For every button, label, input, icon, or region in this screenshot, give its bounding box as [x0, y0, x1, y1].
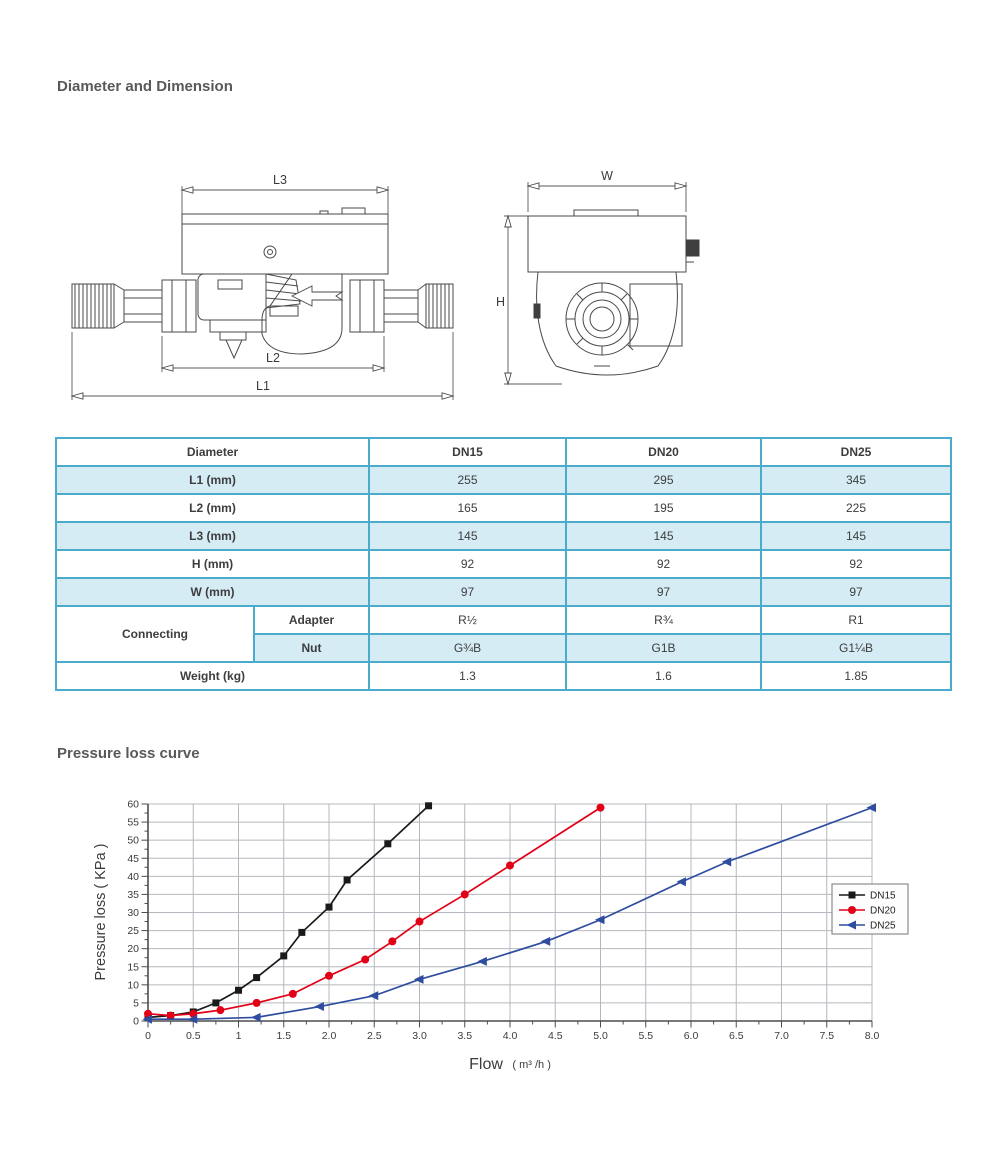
meter-front-view-drawing [70, 156, 460, 408]
cell-value: 145 [761, 522, 951, 550]
dim-label-h: H [496, 295, 506, 309]
pressure-loss-chart [55, 778, 955, 1100]
x-axis-title: Flow ( m³ /h ) [469, 1056, 551, 1073]
cell-value: 92 [369, 550, 566, 578]
dim-label-l3: L3 [273, 173, 287, 187]
x-tick-label: 5.0 [593, 1030, 608, 1042]
x-tick-label: 5.5 [638, 1030, 654, 1042]
table-header-row [56, 438, 951, 466]
y-tick-label: 20 [127, 943, 139, 956]
meter-side-view-drawing [490, 156, 705, 408]
x-tick-label: 1.5 [276, 1030, 292, 1042]
header-dn25: DN25 [761, 438, 951, 466]
cell-value: G1¼B [761, 634, 951, 662]
x-tick-label: 3.0 [412, 1030, 427, 1042]
x-tick-label: 8.0 [864, 1030, 880, 1042]
cell-value: 145 [566, 522, 761, 550]
cell-value: R½ [369, 606, 566, 634]
row-label: H (mm) [56, 550, 369, 578]
series-line-dn15 [148, 806, 429, 1018]
cell-value: 1.6 [566, 662, 761, 690]
cell-value: 97 [761, 578, 951, 606]
cell-value: 295 [566, 466, 761, 494]
legend-label-dn25: DN25 [870, 920, 896, 932]
x-tick-label: 4.5 [547, 1030, 563, 1042]
cell-value: G¾B [369, 634, 566, 662]
header-dn20: DN20 [566, 438, 761, 466]
cell-value: R¾ [566, 606, 761, 634]
cell-value: 97 [369, 578, 566, 606]
header-diameter: Diameter [56, 438, 369, 466]
y-tick-label: 5 [133, 997, 139, 1010]
table-row [56, 466, 951, 494]
table-row-weight [56, 662, 951, 690]
cell-value: 195 [566, 494, 761, 522]
table-row [56, 578, 951, 606]
y-tick-label: 45 [127, 852, 139, 865]
header-dn15: DN15 [369, 438, 566, 466]
x-tick-label: 4.0 [502, 1030, 518, 1042]
technical-drawings [0, 156, 1000, 408]
x-tick-label: 2.0 [321, 1030, 337, 1042]
row-label: Weight (kg) [56, 662, 369, 690]
x-tick-label: 1 [235, 1030, 242, 1042]
x-tick-label: 7.5 [819, 1030, 835, 1042]
y-tick-label: 15 [127, 961, 139, 974]
x-tick-label: 6.0 [683, 1030, 699, 1042]
section-title-pressure-loss: Pressure loss curve [57, 745, 200, 762]
x-tick-label: 0.5 [185, 1030, 201, 1042]
legend-label-dn15: DN15 [870, 890, 896, 902]
cell-value: 1.85 [761, 662, 951, 690]
dimension-table [55, 437, 952, 691]
cell-value: 145 [369, 522, 566, 550]
cell-value: 255 [369, 466, 566, 494]
row-sublabel-nut: Nut [254, 634, 369, 662]
table-row [56, 494, 951, 522]
table-row [56, 550, 951, 578]
x-tick-label: 7.0 [774, 1030, 789, 1042]
cell-value: 345 [761, 466, 951, 494]
row-label: L2 (mm) [56, 494, 369, 522]
y-tick-label: 25 [127, 925, 139, 938]
cell-value: G1B [566, 634, 761, 662]
y-tick-label: 60 [127, 798, 139, 811]
x-tick-label: 2.5 [366, 1030, 382, 1042]
y-tick-label: 50 [127, 834, 139, 847]
x-tick-label: 0 [145, 1030, 151, 1042]
cell-value: 225 [761, 494, 951, 522]
y-tick-label: 35 [127, 888, 139, 901]
section-title-dimensions: Diameter and Dimension [57, 78, 233, 95]
cell-value: 165 [369, 494, 566, 522]
dim-label-l1: L1 [256, 379, 270, 393]
x-tick-label: 3.5 [457, 1030, 473, 1042]
legend-label-dn20: DN20 [870, 905, 896, 917]
y-tick-label: 40 [127, 870, 139, 883]
y-axis-title: Pressure loss ( KPa ) [93, 843, 109, 981]
row-label: L3 (mm) [56, 522, 369, 550]
y-tick-label: 55 [127, 816, 139, 829]
row-label-connecting: Connecting [56, 606, 254, 662]
y-tick-label: 10 [127, 979, 139, 992]
cell-value: 97 [566, 578, 761, 606]
table-row-adapter [56, 606, 951, 634]
cell-value: 92 [566, 550, 761, 578]
table-row [56, 522, 951, 550]
x-tick-label: 6.5 [728, 1030, 744, 1042]
row-sublabel-adapter: Adapter [254, 606, 369, 634]
cell-value: 92 [761, 550, 951, 578]
row-label: L1 (mm) [56, 466, 369, 494]
y-tick-label: 30 [127, 907, 139, 919]
cell-value: R1 [761, 606, 951, 634]
dim-label-l2: L2 [266, 351, 280, 365]
dim-label-w: W [601, 169, 613, 183]
y-tick-label: 0 [133, 1015, 139, 1028]
cell-value: 1.3 [369, 662, 566, 690]
row-label: W (mm) [56, 578, 369, 606]
